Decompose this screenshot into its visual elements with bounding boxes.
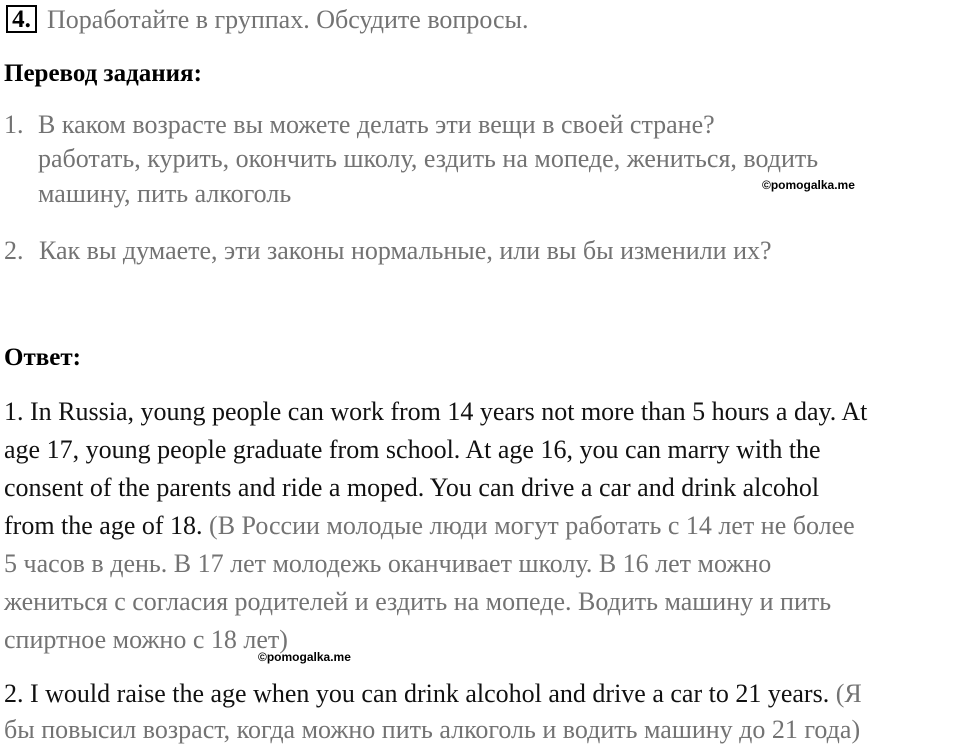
answer-1-russian-start: (В России молодые люди могут работать с 14 лет не более <box>209 511 855 540</box>
translation-item-1-line-3: машину, пить алкоголь <box>38 179 292 208</box>
answer-1-line-2: age 17, young people graduate from school. At age 16, you can marry with the <box>4 435 821 464</box>
answer-2-english: 2. I would raise the age when you can drink alcohol and drive a car to 21 years. <box>4 679 830 708</box>
answer-1-line-6: жениться с согласия родителей и ездить на мопеде. Водить машину и пить <box>4 587 832 616</box>
translation-item-1-line-2: работать, курить, окончить школу, ездить на мопеде, жениться, водить <box>38 144 819 173</box>
answer-1-line-4 <box>4 511 855 541</box>
translation-item-2-text: Как вы думаете, эти законы нормальные, или вы бы изменили их? <box>39 236 772 265</box>
answer-1-line-5: 5 часов в день. В 17 лет молодежь оканчивает школу. В 16 лет можно <box>4 549 772 578</box>
answer-2-line-1 <box>4 679 862 709</box>
translation-item-2-number: 2. <box>4 236 24 265</box>
watermark-text: ©pomogalka.me <box>762 178 855 192</box>
answer-1-line-1: 1. In Russia, young people can work from 14 years not more than 5 hours a day. At <box>4 397 868 426</box>
translation-item-1-line-1: В каком возрасте вы можете делать эти вещи в своей стране? <box>38 110 715 139</box>
translation-heading: Перевод задания: <box>4 60 202 87</box>
watermark-text: ©pomogalka.me <box>258 650 351 664</box>
answer-1-line-3: consent of the parents and ride a moped. You can drive a car and drink alcohol <box>4 473 820 502</box>
answer-heading: Ответ: <box>4 344 81 371</box>
answer-1-line-7: спиртное можно с 18 лет) <box>4 625 288 654</box>
task-number-box: 4. <box>6 5 37 33</box>
answer-2-line-2: бы повысил возраст, когда можно пить алкоголь и водить машину до 21 года) <box>4 715 861 744</box>
task-instruction: Поработайте в группах. Обсудите вопросы. <box>47 5 529 34</box>
answer-2-russian-start: (Я <box>835 679 862 708</box>
answer-1-english-end: from the age of 18. <box>4 511 203 540</box>
translation-item-1-number: 1. <box>4 110 24 139</box>
